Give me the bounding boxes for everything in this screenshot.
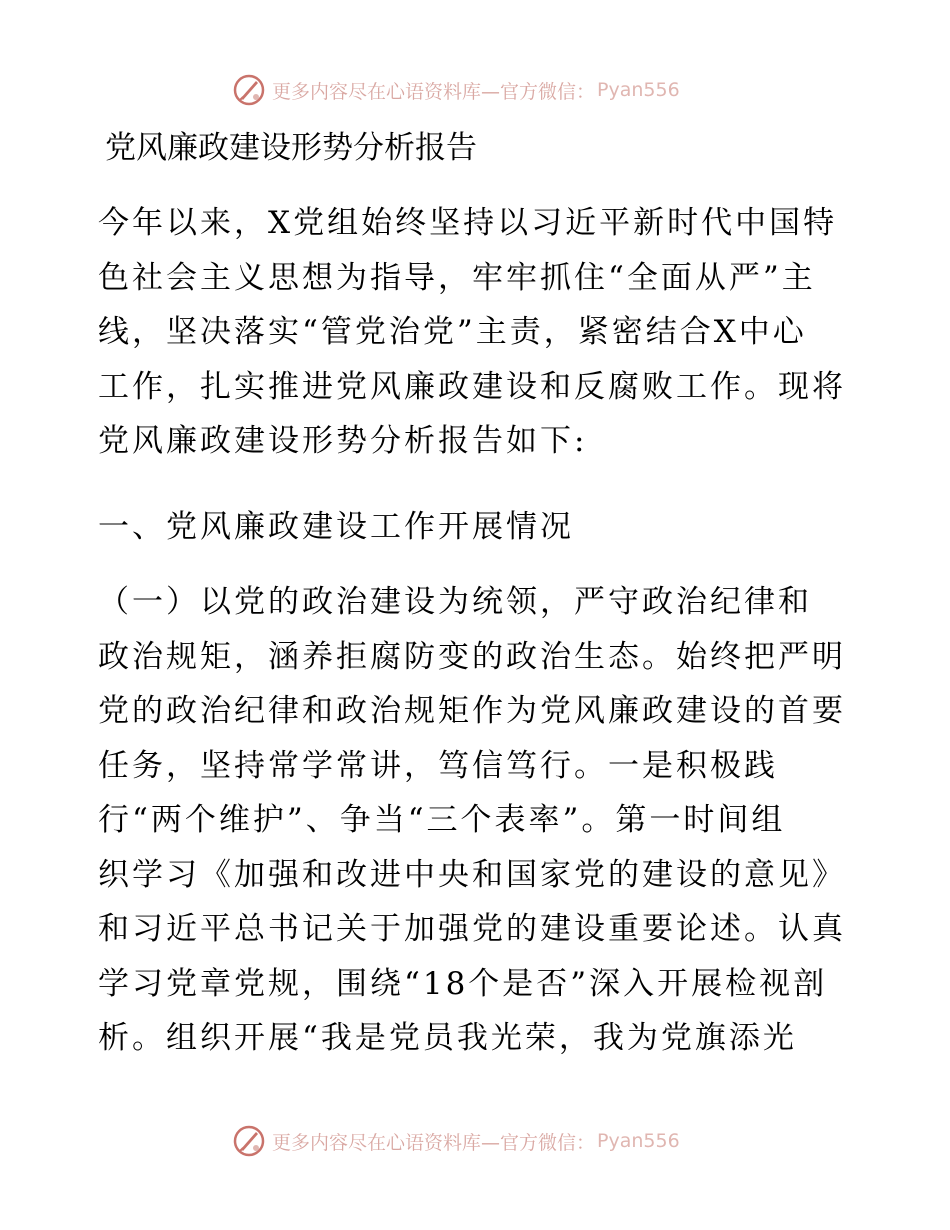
paragraph-line: 党风廉政建设形势分析报告如下:: [98, 423, 588, 459]
paragraph-line: 党的政治纪律和政治规矩作为党风廉政建设的首要: [98, 693, 846, 729]
paragraph-line: 线，坚决落实“管党治党”主责，紧密结合X中心: [98, 314, 807, 350]
watermark-wechat-id: Pyan556: [597, 1130, 680, 1152]
paragraph-line: 析。组织开展“我是党员我光荣，我为党旗添光: [98, 1020, 797, 1056]
feather-pen-seal-icon: [232, 1124, 266, 1158]
paragraph-line: （一）以党的政治建设为统领，严守政治纪律和: [98, 584, 812, 620]
watermark-text: 更多内容尽在心语资料库—官方微信：: [272, 80, 596, 103]
paragraph-line: 今年以来，X党组始终坚持以习近平新时代中国特: [98, 205, 838, 241]
watermark-wechat-id: Pyan556: [597, 79, 680, 101]
paragraph-line: 色社会主义思想为指导，牢牢抓住“全面从严”主: [98, 259, 816, 296]
feather-pen-seal-icon: [232, 73, 266, 107]
paragraph-line: 行“两个维护”、争当“三个表率”。第一时间组: [98, 802, 786, 838]
paragraph-line: 任务，坚持常学常讲，笃信笃行。一是积极践: [98, 747, 778, 784]
paragraph-line: 政治规矩，涵养拒腐防变的政治生态。始终把严明: [98, 638, 846, 675]
section-heading-text: 一、党风廉政建设工作开展情况: [98, 509, 574, 545]
paragraph-line: 和习近平总书记关于加强党的建设重要论述。认真: [98, 911, 846, 947]
document-title: 党风廉政建设形势分析报告: [105, 130, 477, 166]
header-watermark: [232, 70, 680, 110]
watermark-text: 更多内容尽在心语资料库—官方微信：: [272, 1131, 596, 1154]
paragraph-line: 工作，扎实推进党风廉政建设和反腐败工作。现将: [98, 368, 846, 405]
section-paragraph: [98, 575, 858, 1066]
intro-paragraph: [98, 196, 858, 469]
section-heading: [98, 500, 858, 555]
footer-watermark: [232, 1121, 680, 1161]
paragraph-line: 织学习《加强和改进中央和国家党的建设的意见》: [98, 856, 846, 893]
paragraph-line: 学习党章党规，围绕“18个是否”深入开展检视剖: [98, 965, 828, 1002]
